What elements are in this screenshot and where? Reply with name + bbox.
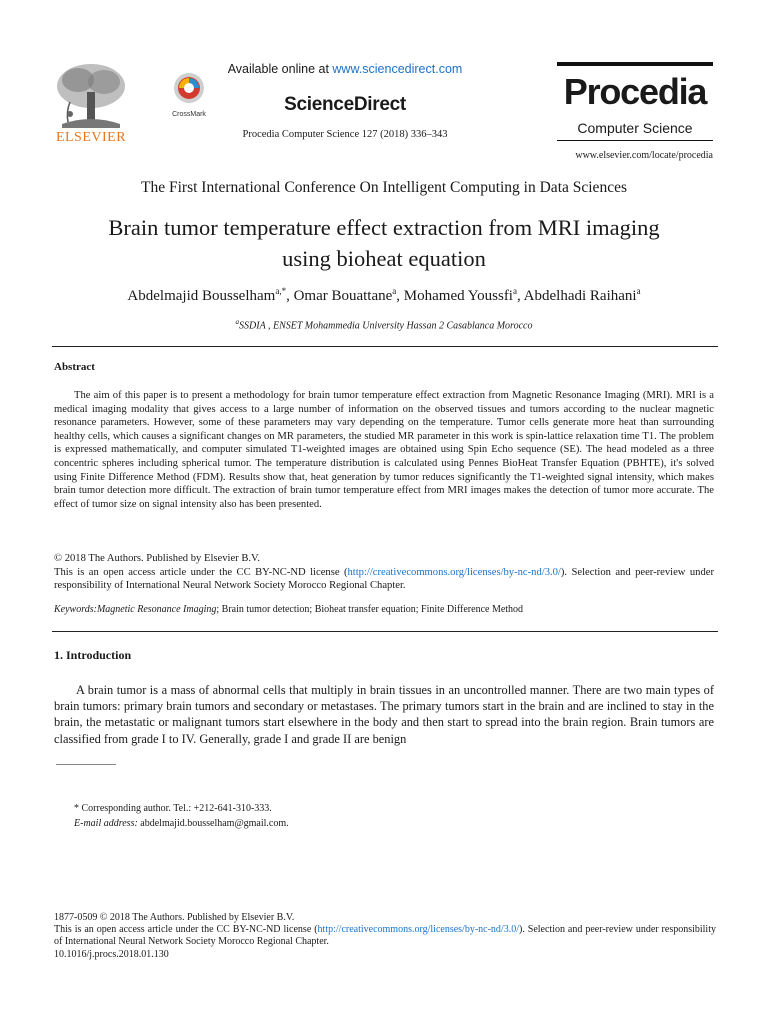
available-online bbox=[215, 62, 475, 76]
tree-icon bbox=[52, 62, 130, 130]
journal-url[interactable]: www.elsevier.com/locate/procedia bbox=[575, 150, 713, 161]
author-name: Mohamed Youssfi bbox=[403, 288, 513, 304]
title-line-1: Brain tumor temperature effect extraction from MRI imaging bbox=[108, 215, 660, 240]
license-link[interactable]: http://creativecommons.org/licenses/by-nc-nd/3.0/ bbox=[347, 566, 561, 578]
abstract-top-rule bbox=[52, 346, 718, 347]
abstract-body: The aim of this paper is to present a methodology for brain tumor temperature effect extraction from Magnetic Resonance Imaging (MRI). MRI is a medical imaging modality that gives access to a large number of information on the observed tissues and tumors according to the nuclear magnetic resonance parameters. However, some of these parameters may vary depending on the temperature. Tumor cells generate more heat than surrounding healthy cells, which causes a significant changes on MR parameters, the studied MR parameter in this work is spin-lattice relaxation time T1. The problem is expressed mathematically, and computer simulated T1-weighted images are obtained using Spin Echo sequence (SE). The head modeled as a three concentric spheres including spherical tumor. The temperature distribution is calculated using Pennes BioHeat Transfer Equation (PBHTE), it's solved using Finite Difference Method (FDM). Results show that, heat generation by tumor reduces significantly the T1-weighted signal intensity, which makes brain tumor detection more difficult. The extraction of brain tumor temperature effect from MRI images makes the detection of tumor more accurate. The effect of tumor size on signal intensity also has been presented. bbox=[54, 390, 714, 510]
footer-license-prefix: This is an open access article under the CC BY-NC-ND license ( bbox=[54, 924, 318, 936]
license-prefix: This is an open access article under the CC BY-NC-ND license ( bbox=[54, 566, 348, 578]
procedia-logo bbox=[557, 62, 713, 142]
footer-issn-copyright: 1877-0509 © 2018 The Authors. Published by Elsevier B.V. bbox=[54, 912, 295, 923]
page-footer bbox=[54, 912, 716, 961]
crossmark-icon bbox=[173, 72, 205, 104]
author-affiliation-mark: a bbox=[636, 286, 641, 296]
keywords bbox=[54, 604, 714, 615]
available-prefix: Available online at bbox=[227, 62, 333, 76]
title-line-2: using bioheat equation bbox=[282, 246, 486, 271]
copyright-block bbox=[54, 552, 714, 593]
author-name: Abdelmajid Bousselham bbox=[127, 288, 276, 304]
email-line bbox=[74, 816, 674, 831]
procedia-subtitle: Computer Science bbox=[577, 120, 693, 136]
author-affiliation-mark: a bbox=[392, 286, 397, 296]
abstract-bottom-rule bbox=[52, 631, 718, 632]
procedia-divider bbox=[557, 140, 713, 141]
conference-name: The First International Conference On Intelligent Computing in Data Sciences bbox=[141, 179, 627, 196]
author-name: Abdelhadi Raihani bbox=[523, 288, 637, 304]
author-affiliation-mark: a bbox=[512, 286, 517, 296]
affiliation bbox=[60, 318, 708, 331]
keyword-first: Magnetic Resonance Imaging bbox=[96, 604, 217, 615]
footer-doi: 10.1016/j.procs.2018.01.130 bbox=[54, 948, 169, 960]
copyright-line: © 2018 The Authors. Published by Elsevier B.V. bbox=[54, 553, 260, 564]
section-heading-introduction: 1. Introduction bbox=[54, 648, 132, 662]
keywords-rest: ; Brain tumor detection; Bioheat transfer equation; Finite Difference Method bbox=[216, 604, 524, 615]
email-address: abdelmajid.bousselham@gmail.com. bbox=[137, 818, 289, 829]
sciencedirect-wordmark: ScienceDirect bbox=[284, 94, 406, 115]
sciencedirect-link[interactable]: www.sciencedirect.com bbox=[332, 62, 463, 76]
footnote-divider bbox=[56, 764, 116, 765]
keywords-label: Keywords: bbox=[54, 604, 97, 615]
author-list: Abdelmajid Bousselham$^{a,*}$, Omar Bouattane$^a$, Mohamed Youssfi$^a$, Abdelhadi Raihani$^a$ bbox=[127, 286, 641, 304]
abstract-heading: Abstract bbox=[54, 361, 95, 373]
footnote bbox=[74, 801, 674, 831]
author-affiliation-mark: a,* bbox=[275, 286, 287, 296]
license-suffix: ). Selection and peer-review under responsibility of International Neural Network Society Morocco Regional Chapter. bbox=[54, 566, 714, 592]
elsevier-wordmark: ELSEVIER bbox=[55, 130, 127, 145]
footer-license-suffix: ). Selection and peer-review under responsibility of International Neural Network Society Morocco Regional Chapter. bbox=[54, 924, 716, 948]
affiliation-mark: a bbox=[235, 318, 240, 326]
introduction-body: A brain tumor is a mass of abnormal cells that multiply in brain tissues in an uncontrolled manner. There are two main types of brain tumors: primary brain tumors and secondary or metastases. The primary tumors start in the brain and are inclined to stay in the brain, the metastatic or malignant tumors start elsewhere in the body and then start to spread into the brain region. Brain tumors are classified from grade I to IV. Generally, grade I and grade II are benign bbox=[54, 683, 714, 746]
author-name: Omar Bouattane bbox=[293, 288, 393, 304]
email-label: E-mail address: bbox=[74, 818, 138, 829]
paper-title bbox=[60, 212, 708, 274]
footer-license bbox=[54, 924, 716, 948]
procedia-title: Procedia bbox=[563, 71, 707, 112]
journal-reference: Procedia Computer Science 127 (2018) 336–343 bbox=[242, 129, 448, 140]
footer-license-link[interactable]: http://creativecommons.org/licenses/by-nc-nd/3.0/ bbox=[317, 924, 519, 936]
corresponding-author: * Corresponding author. Tel.: +212-641-310-333. bbox=[74, 803, 272, 814]
crossmark-label: CrossMark bbox=[172, 111, 206, 118]
affiliation-text: SSDIA , ENSET Mohammedia University Hassan 2 Casablanca Morocco bbox=[239, 320, 533, 332]
crossmark-badge[interactable] bbox=[164, 72, 214, 118]
license-statement bbox=[54, 566, 714, 593]
